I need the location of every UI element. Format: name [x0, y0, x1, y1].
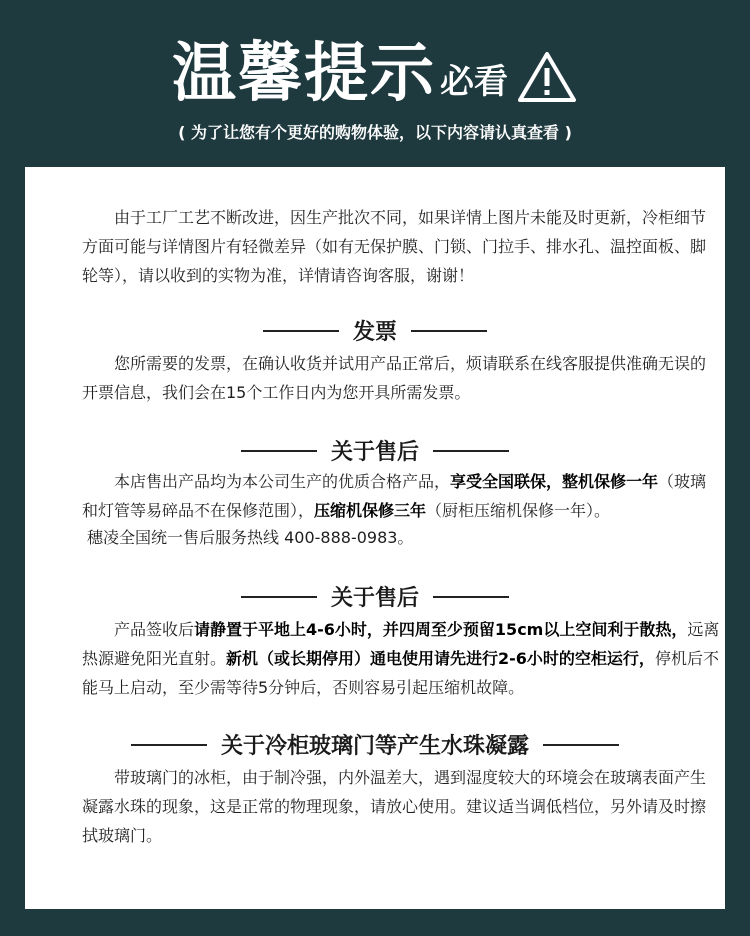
- after-sales-text-3: （厨柜压缩机保修一年）。: [426, 501, 611, 520]
- section-header-usage: [25, 581, 725, 612]
- usage-bold-2: 新机（或长期停用）通电使用请先进行2-6小时的空柜运行，: [226, 649, 655, 668]
- section-title-invoice: 发票: [352, 320, 397, 345]
- divider-line: [411, 330, 487, 332]
- header: [0, 0, 750, 160]
- usage-bold-1: 请静置于平地上4-6小时，并四周至少预留15cm以上空间利于散热，: [194, 620, 688, 639]
- section-title-condensation: 关于冷柜玻璃门等产生水珠凝露: [220, 734, 529, 759]
- after-sales-bold-1: 享受全国联保，整机保修一年: [450, 472, 659, 491]
- divider-line: [433, 450, 509, 452]
- content-panel: [25, 167, 725, 909]
- divider-line: [263, 330, 339, 332]
- section-title-usage: 关于售后: [330, 586, 419, 611]
- warning-triangle-icon: [516, 50, 578, 108]
- divider-line: [241, 596, 317, 598]
- divider-line: [543, 744, 619, 746]
- section-header-after-sales: [25, 435, 725, 466]
- after-sales-text-1: 本店售出产品均为本公司生产的优质合格产品，: [114, 472, 451, 491]
- divider-line: [131, 744, 207, 746]
- title-row: [0, 36, 750, 112]
- section-header-invoice: [25, 315, 725, 346]
- section-header-condensation: [25, 729, 725, 760]
- divider-line: [241, 450, 317, 452]
- after-sales-bold-2: 压缩机保修三年: [314, 501, 427, 520]
- condensation-paragraph: 带玻璃门的冰柜，由于制冷强，内外温差大，遇到湿度较大的环境会在玻璃表面产生凝露水珠的现象，这是正常的物理现象，请放心使用。建议适当调低档位，另外请及时擦拭玻璃门。: [82, 768, 707, 845]
- page-title: 温馨提示: [172, 37, 436, 111]
- intro-paragraph: 由于工厂工艺不断改进，因生产批次不同，如果详情上图片未能及时更新，冷柜细节方面可能与详情图片有轻微差异（如有无保护膜、门锁、门拉手、排水孔、温控面板、脚轮等），请以收到的实物为准，详情请咨询客服，谢谢！: [82, 208, 707, 285]
- after-sales-text-2: （玻璃和灯管等易碎品不在保修范围），: [82, 472, 707, 520]
- usage-text-3: 停机后不能马上启动，至少需等待5分钟后，否则容易引起压缩机故障。: [82, 649, 719, 697]
- usage-paragraph: [82, 615, 720, 702]
- divider-line: [433, 596, 509, 598]
- service-hotline: 穗凌全国统一售后服务热线 400-888-0983。: [87, 528, 414, 547]
- usage-text-1: 产品签收后: [114, 620, 195, 639]
- section-title-after-sales: 关于售后: [330, 440, 419, 465]
- usage-text-2: 远离热源避免阳光直射。: [82, 620, 720, 668]
- invoice-paragraph: 您所需要的发票，在确认收货并试用产品正常后，烦请联系在线客服提供准确无误的开票信息，我们会在15个工作日内为您开具所需发票。: [82, 354, 707, 402]
- title-suffix: 必看: [440, 62, 508, 102]
- after-sales-paragraph: [82, 467, 720, 525]
- subtitle: ( 为了让您有个更好的购物体验，以下内容请认真查看 ): [178, 123, 572, 142]
